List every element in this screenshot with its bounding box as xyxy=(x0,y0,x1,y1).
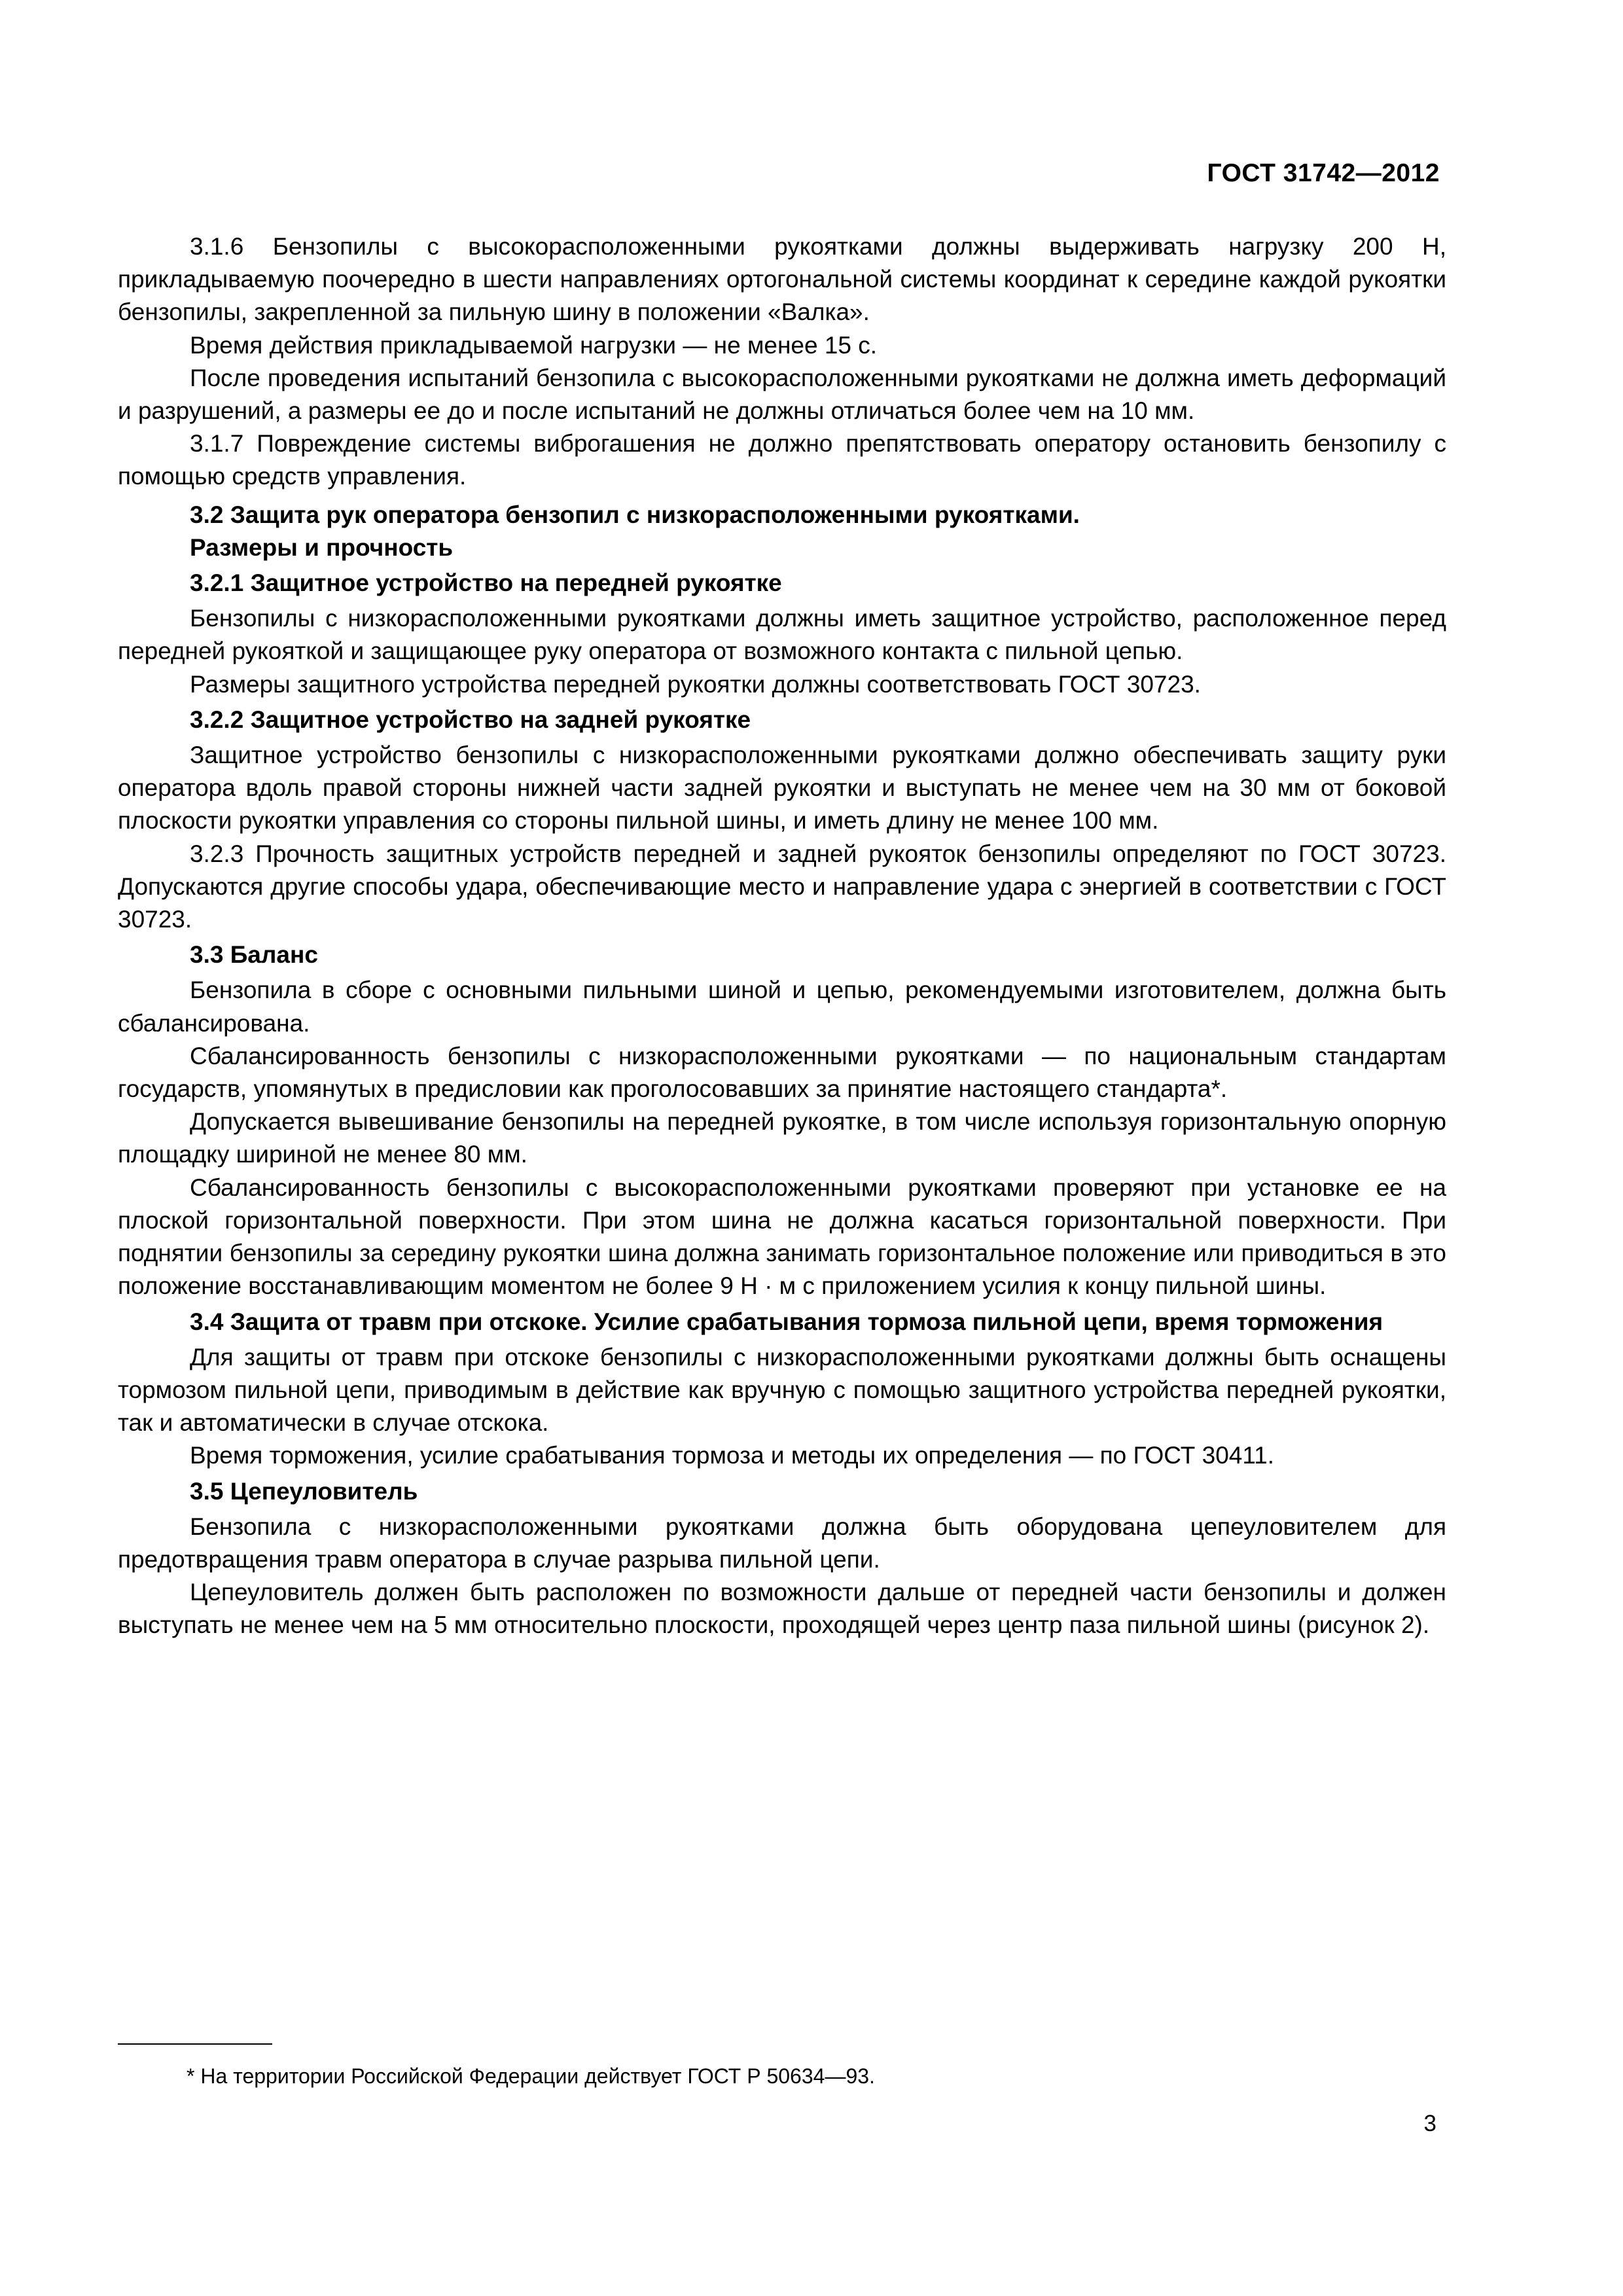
paragraph-3-5-catcher: Бензопила с низкорасположенными рукоятками должна быть оборудована цепеуловителем для предотвращения травм оператора в случае разрыва пильной цепи. xyxy=(118,1513,1446,1573)
paragraph-3-3-front-handle: Допускается вывешивание бензопилы на передней рукоятке, в том числе используя горизонтальную опорную площадку шириной не менее 80 мм. xyxy=(118,1108,1446,1168)
paragraph-3-3-assembly: Бензопила в сборе с основными пильными шиной и цепью, рекомендуемыми изготовителем, должна быть сбалансирована. xyxy=(118,977,1446,1037)
paragraph-3-3-high-handles: Сбалансированность бензопилы с высокорасположенными рукоятками проверяют при установке ее на плоской горизонтальной поверхности. При этом шина не должна касаться горизонтальной поверхности. При поднятии бензопилы за середину рукоятки шина должна занимать горизонтальное положение или приводиться в это положение восстанавливающим моментом не более 9 Н · м с приложением усилия к концу пильной шины. xyxy=(118,1174,1446,1300)
paragraph-3-1-6-after-test: После проведения испытаний бензопила с высокорасположенными рукоятками не должна иметь деформаций и разрушений, а размеры ее до и после испытаний не должны отличаться более чем на 10 мм. xyxy=(118,364,1446,425)
paragraph-3-1-7: 3.1.7 Повреждение системы виброгашения не должно препятствовать оператору остановить бензопилу с помощью средств управления. xyxy=(118,430,1446,490)
page-number: 3 xyxy=(1423,2111,1436,2136)
paragraph-3-3-low-handles: Сбалансированность бензопилы с низкорасположенными рукоятками — по национальным стандартам государств, упомянутых в предисловии как проголосовавших за принятие настоящего стандарта*. xyxy=(118,1042,1446,1103)
footnote: * На территории Российской Федерации действует ГОСТ Р 50634—93. xyxy=(187,2064,875,2088)
page-header-standard-id: ГОСТ 31742—2012 xyxy=(1207,159,1440,187)
section-heading-3-4: 3.4 Защита от травм при отскоке. Усилие срабатывания тормоза пильной цепи, время торможения xyxy=(190,1308,1383,1335)
paragraph-3-1-6-load-time: Время действия прикладываемой нагрузки — не менее 15 с. xyxy=(190,331,878,359)
section-heading-3-2-line1: 3.2 Защита рук оператора бензопил с низкорасположенными рукоятками. xyxy=(190,501,1080,528)
subsection-heading-3-2-1: 3.2.1 Защитное устройство на передней рукоятке xyxy=(190,569,782,597)
paragraph-3-2-3: 3.2.3 Прочность защитных устройств передней и задней рукояток бензопилы определяют по ГОСТ 30723. Допускаются другие способы удара, обеспечивающие место и направление удара с энергией в соответствии с ГОСТ 30723. xyxy=(118,840,1446,933)
section-heading-3-2 xyxy=(118,499,1446,564)
subsection-heading-3-2-2: 3.2.2 Защитное устройство на задней рукоятке xyxy=(190,706,751,733)
paragraph-3-2-1-dimensions: Размеры защитного устройства передней рукоятки должны соответствовать ГОСТ 30723. xyxy=(190,670,1201,698)
section-heading-3-5: 3.5 Цепеуловитель xyxy=(190,1477,418,1505)
paragraph-3-2-2: Защитное устройство бензопилы с низкорасположенными рукоятками должно обеспечивать защиту руки оператора вдоль правой стороны нижней части задней рукоятки и выступать не менее чем на 30 мм от боковой плоскости рукоятки управления со стороны пильной шины, и иметь длину не менее 100 мм. xyxy=(118,742,1446,834)
paragraph-3-4-chain-brake: Для защиты от травм при отскоке бензопилы с низкорасположенными рукоятками должны быть оснащены тормозом пильной цепи, приводимым в действие как вручную с помощью защитного устройства передней рукоятки, так и автоматически в случае отскока. xyxy=(118,1343,1446,1437)
paragraph-3-2-1-guard: Бензопилы с низкорасположенными рукоятками должны иметь защитное устройство, расположенное перед передней рукояткой и защищающее руку оператора от возможного контакта с пильной цепью. xyxy=(118,605,1446,665)
paragraph-3-4-braking-time: Время торможения, усилие срабатывания тормоза и методы их определения — по ГОСТ 30411. xyxy=(190,1442,1275,1469)
paragraph-3-1-6: 3.1.6 Бензопилы с высокорасположенными рукоятками должны выдерживать нагрузку 200 Н, прикладываемую поочередно в шести направлениях ортогональной системы координат к середине каждой рукоятки бензопилы, закрепленной за пильную шину в положении «Валка». xyxy=(118,233,1446,326)
section-heading-3-3: 3.3 Баланс xyxy=(190,941,318,969)
main-content xyxy=(118,230,1446,1642)
section-heading-3-2-line2: Размеры и прочность xyxy=(190,533,454,561)
paragraph-3-5-position: Цепеуловитель должен быть расположен по возможности дальше от передней части бензопилы и должен выступать не менее чем на 5 мм относительно плоскости, проходящей через центр паза пильной шины (рисунок 2). xyxy=(118,1579,1446,1639)
footnote-separator xyxy=(118,2043,272,2045)
